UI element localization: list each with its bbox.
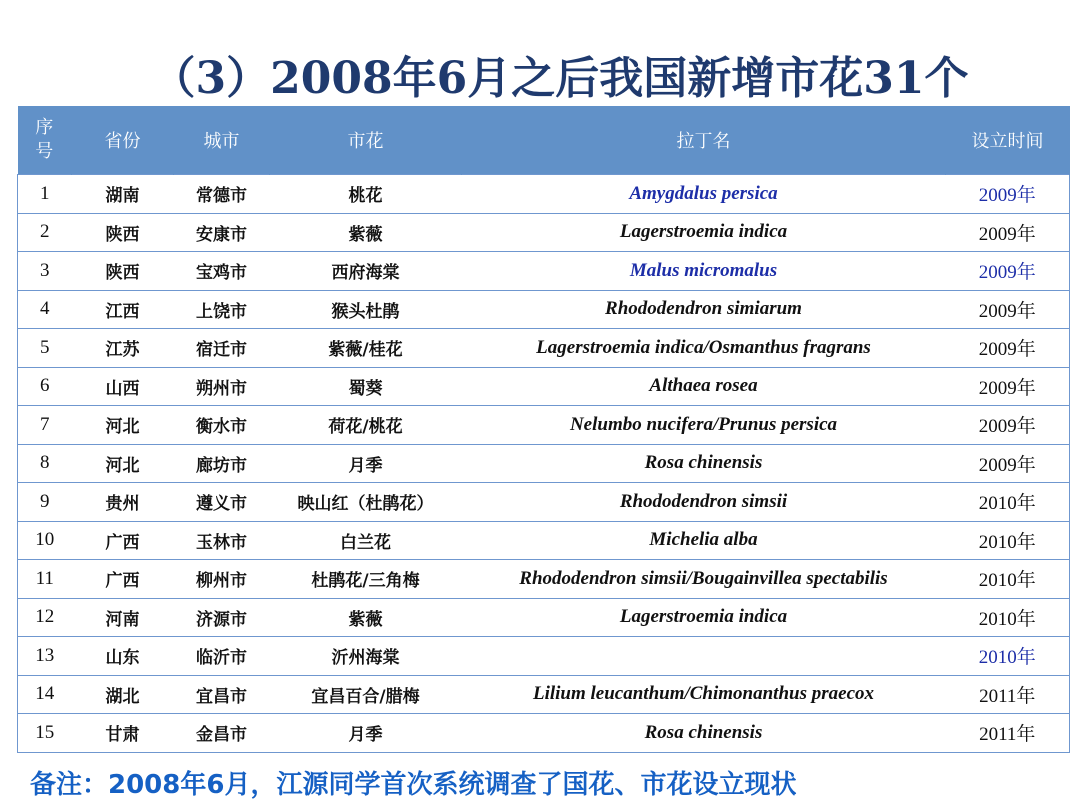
cell-year: 2009年 [946, 444, 1070, 483]
cell-flower: 月季 [270, 714, 462, 753]
table-row [18, 290, 1070, 329]
header-city: 城市 [174, 106, 270, 175]
cell-latin: Lilium leucanthum/Chimonanthus praecox [462, 675, 946, 714]
cell-flower: 杜鹃花/三角梅 [270, 560, 462, 599]
cell-flower: 西府海棠 [270, 252, 462, 291]
table-row [18, 367, 1070, 406]
cell-year: 2009年 [946, 252, 1070, 291]
header-no [18, 106, 72, 175]
table-row [18, 675, 1070, 714]
cell-no: 9 [18, 483, 72, 522]
cell-no: 13 [18, 637, 72, 676]
cell-latin: Amygdalus persica [462, 175, 946, 214]
cell-no: 5 [18, 329, 72, 368]
cell-flower: 蜀葵 [270, 367, 462, 406]
cell-province: 湖南 [72, 175, 174, 214]
cell-province: 广西 [72, 521, 174, 560]
cell-latin: Lagerstroemia indica [462, 213, 946, 252]
cell-city: 遵义市 [174, 483, 270, 522]
cell-latin: Nelumbo nucifera/Prunus persica [462, 406, 946, 445]
table-header-row [18, 106, 1070, 175]
cell-latin [462, 637, 946, 676]
table-row [18, 598, 1070, 637]
cell-latin: Michelia alba [462, 521, 946, 560]
cell-no: 8 [18, 444, 72, 483]
cell-no: 14 [18, 675, 72, 714]
header-flower: 市花 [270, 106, 462, 175]
cell-no: 3 [18, 252, 72, 291]
header-latin: 拉丁名 [462, 106, 946, 175]
cell-city: 安康市 [174, 213, 270, 252]
cell-province: 甘肃 [72, 714, 174, 753]
cell-year: 2009年 [946, 367, 1070, 406]
table-row [18, 406, 1070, 445]
table-row [18, 637, 1070, 676]
cell-latin: Lagerstroemia indica/Osmanthus fragrans [462, 329, 946, 368]
cell-year: 2011年 [946, 675, 1070, 714]
cell-province: 山西 [72, 367, 174, 406]
header-no-line2: 号 [35, 141, 54, 162]
cell-year: 2010年 [946, 598, 1070, 637]
cell-city: 常德市 [174, 175, 270, 214]
cell-province: 河北 [72, 406, 174, 445]
cell-city: 济源市 [174, 598, 270, 637]
cell-flower: 紫薇 [270, 213, 462, 252]
cell-year: 2009年 [946, 175, 1070, 214]
cell-latin: Althaea rosea [462, 367, 946, 406]
cell-province: 河北 [72, 444, 174, 483]
cell-no: 12 [18, 598, 72, 637]
cell-province: 江苏 [72, 329, 174, 368]
cell-flower: 沂州海棠 [270, 637, 462, 676]
cell-year: 2009年 [946, 213, 1070, 252]
cell-latin: Rhododendron simsii/Bougainvillea spectabilis [462, 560, 946, 599]
cell-city: 宝鸡市 [174, 252, 270, 291]
cell-flower: 猴头杜鹃 [270, 290, 462, 329]
table-row [18, 329, 1070, 368]
cell-no: 6 [18, 367, 72, 406]
cell-no: 2 [18, 213, 72, 252]
cell-latin: Malus micromalus [462, 252, 946, 291]
cell-year: 2010年 [946, 521, 1070, 560]
cell-flower: 紫薇 [270, 598, 462, 637]
header-province: 省份 [72, 106, 174, 175]
page-title: （3）2008年6月之后我国新增市花31个 [151, 53, 969, 104]
cell-year: 2010年 [946, 560, 1070, 599]
cell-province: 陕西 [72, 252, 174, 291]
cell-province: 河南 [72, 598, 174, 637]
cell-city: 柳州市 [174, 560, 270, 599]
table-row [18, 444, 1070, 483]
cell-province: 山东 [72, 637, 174, 676]
footnote: 备注：2008年6月，江源同学首次系统调查了国花、市花设立现状 [30, 770, 797, 800]
table-row [18, 560, 1070, 599]
table-row [18, 175, 1070, 214]
cell-no: 11 [18, 560, 72, 599]
cell-city: 金昌市 [174, 714, 270, 753]
cell-city: 朔州市 [174, 367, 270, 406]
cell-no: 15 [18, 714, 72, 753]
cell-no: 4 [18, 290, 72, 329]
city-flower-table [17, 106, 1069, 753]
cell-flower: 紫薇/桂花 [270, 329, 462, 368]
cell-province: 湖北 [72, 675, 174, 714]
cell-city: 宿迁市 [174, 329, 270, 368]
cell-year: 2009年 [946, 290, 1070, 329]
cell-city: 玉林市 [174, 521, 270, 560]
table-row [18, 213, 1070, 252]
cell-latin: Rosa chinensis [462, 444, 946, 483]
cell-city: 上饶市 [174, 290, 270, 329]
cell-no: 7 [18, 406, 72, 445]
cell-year: 2010年 [946, 637, 1070, 676]
cell-province: 贵州 [72, 483, 174, 522]
cell-year: 2009年 [946, 406, 1070, 445]
cell-latin: Rosa chinensis [462, 714, 946, 753]
cell-flower: 映山红（杜鹃花） [270, 483, 462, 522]
cell-flower: 月季 [270, 444, 462, 483]
header-year: 设立时间 [946, 106, 1070, 175]
cell-year: 2010年 [946, 483, 1070, 522]
cell-no: 10 [18, 521, 72, 560]
cell-province: 广西 [72, 560, 174, 599]
cell-city: 临沂市 [174, 637, 270, 676]
cell-flower: 宜昌百合/腊梅 [270, 675, 462, 714]
cell-no: 1 [18, 175, 72, 214]
cell-city: 宜昌市 [174, 675, 270, 714]
cell-province: 江西 [72, 290, 174, 329]
cell-flower: 荷花/桃花 [270, 406, 462, 445]
cell-city: 廊坊市 [174, 444, 270, 483]
cell-year: 2009年 [946, 329, 1070, 368]
table-row [18, 252, 1070, 291]
cell-province: 陕西 [72, 213, 174, 252]
cell-latin: Rhododendron simsii [462, 483, 946, 522]
table-row [18, 521, 1070, 560]
cell-year: 2011年 [946, 714, 1070, 753]
table-row [18, 483, 1070, 522]
cell-flower: 桃花 [270, 175, 462, 214]
header-no-line1: 序 [35, 117, 54, 138]
cell-latin: Rhododendron simiarum [462, 290, 946, 329]
cell-flower: 白兰花 [270, 521, 462, 560]
cell-latin: Lagerstroemia indica [462, 598, 946, 637]
cell-city: 衡水市 [174, 406, 270, 445]
table-row [18, 714, 1070, 753]
